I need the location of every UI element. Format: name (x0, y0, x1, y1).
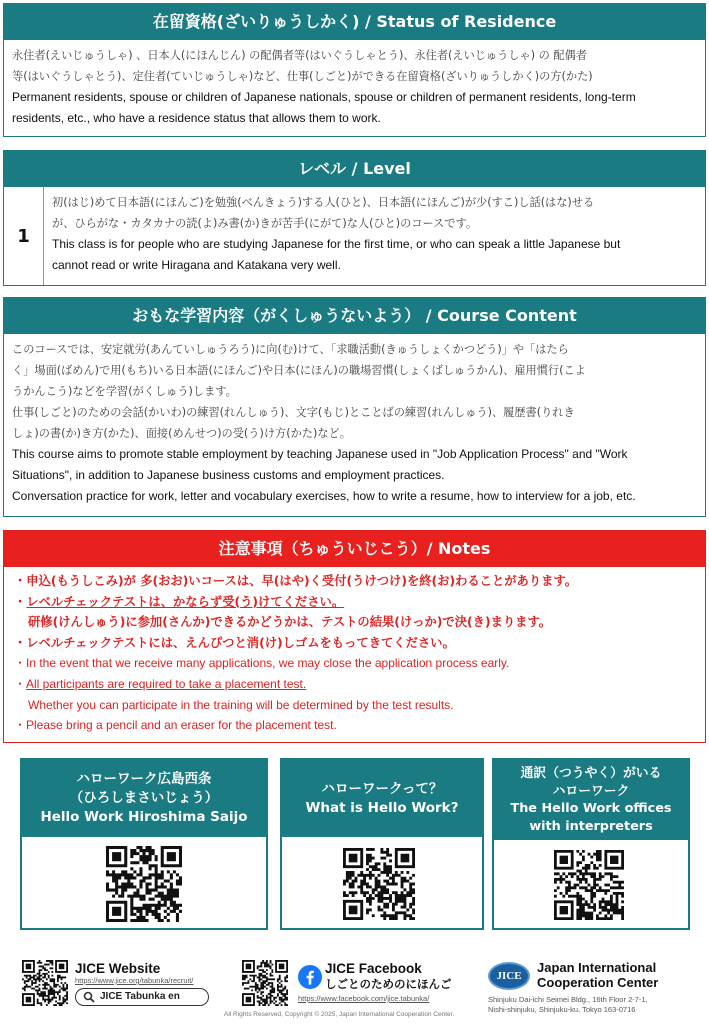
search-icon (83, 991, 95, 1003)
facebook-icon (298, 965, 322, 989)
level-jp-line-1: 初(はじ)めて日本語(にほんご)を勉強(べんきょう)する人(ひと)、日本語(にほんご)が少(すこ)し話(はな)せる (52, 196, 595, 209)
box1-line-3: Hello Work Hiroshima Saijo (40, 809, 248, 825)
residence-jp-line-2: 等(はいぐうしゃとう)、定住者(ていじゅうしゃ)など、仕事(しごと)ができる在留資格(ざいりゅうしかく)の方(かた) (12, 70, 593, 83)
level-title: レベル / Level (4, 151, 705, 187)
notes-section (3, 530, 706, 743)
box2-line-1: ハローワークって？ (321, 780, 443, 797)
note-en-2-text: All participants are required to take a placement test. (26, 676, 307, 691)
level-en-line-2: cannot read or write Hiragana and Katakana very well. (52, 258, 341, 272)
level-number: 1 (4, 187, 44, 285)
residence-section (3, 3, 706, 137)
box3-line-4: with interpreters (529, 818, 653, 834)
search-bar[interactable] (75, 988, 209, 1006)
facebook-subtitle: しごとのためのにほんご (325, 977, 452, 991)
org-name-line-2: Cooperation Center (537, 975, 659, 990)
residence-en-line-2: residents, etc., who have a residence status that allows them to work. (12, 111, 381, 125)
note-jp-4: ・レベルチェックテストには、えんぴつと消(け)しゴムをもってきてください。 (14, 635, 455, 650)
level-section (3, 150, 706, 286)
course-jp-line-5: しょ)の書(か)き方(かた)、面接(めんせつ)の受(う)け方(かた)など。 (12, 427, 351, 440)
box2-line-2: What is Hello Work? (305, 799, 459, 816)
course-jp-line-2: く」場面(ばめん)で用(もち)いる日本語(にほんご)や日本(にほん)の職場習慣(しょくばしゅうかん)、雇用慣行(こよ (12, 364, 586, 377)
copyright: All Rights Reserved, Copyright © 2025, Japan International Cooperation Center. (224, 1011, 455, 1018)
course-section (3, 297, 706, 517)
jice-logo (488, 962, 530, 990)
box3-line-1: 通訳（つうやく）がいる (520, 766, 662, 781)
residence-en-line-1: Permanent residents, spouse or children of Japanese nationals, spouse or children of permanent residents, long-term (12, 90, 636, 104)
note-jp-2 (14, 592, 695, 613)
facebook-url[interactable]: https://www.facebook.com/jice.tabunka/ (298, 994, 430, 1003)
course-en-line-2: Situations", in addition to Japanese business customs and employment practices. (12, 468, 445, 482)
box3-line-3: The Hello Work offices (510, 801, 672, 816)
note-en-2-bullet: ・ (14, 676, 27, 691)
qr-code-icon[interactable] (106, 846, 182, 922)
org-name-line-1: Japan International (537, 960, 657, 975)
qr-code-icon[interactable] (554, 850, 624, 920)
residence-title: 在留資格(ざいりゅうしかく) / Status of Residence (4, 4, 705, 40)
note-jp-1: ・申込(もうしこみ)が 多(おお)いコースは、早(はや)く受付(うけつけ)を終(お)わることがあります。 (14, 574, 578, 588)
facebook-title: JICE Facebook (325, 961, 422, 976)
box1-line-1: ハローワーク広島西条 (76, 771, 212, 787)
jice-logo-text: JICE (496, 970, 522, 982)
course-jp-line-4: 仕事(しごと)のための会話(かいわ)の練習(れんしゅう)、文字(もじ)とことばの練習(れんしゅう)、履歴書(りれき (12, 406, 575, 419)
note-jp-3: 研修(けんしゅう)に参加(さんか)できるかどうかは、テストの結果(けっか)で決(き)まります。 (28, 615, 552, 630)
what-is-hello-work-box (280, 758, 484, 930)
hello-work-saijo-box (20, 758, 268, 930)
note-en-2 (14, 674, 695, 695)
course-jp-line-1: このコースでは、安定就労(あんていしゅうろう)に向(む)けて、「求職活動(きゅうしょくかつどう)」や「はたら (12, 343, 569, 356)
website-title: JICE Website (75, 961, 161, 976)
level-jp-line-2: が、ひらがな・カタカナの読(よ)み書(か)きが苦手(にがて)な人(ひと)のコースです。 (52, 217, 478, 230)
note-jp-2-bullet: ・ (14, 594, 27, 609)
address-line-1: Shinjuku Dai-ichi Seimei Bldg., 16th Floor 2-7-1, (488, 995, 648, 1004)
course-jp-line-3: うかんこう)などを学習(がくしゅう)します。 (12, 385, 237, 398)
notes-title: 注意事項（ちゅういじこう）/ Notes (4, 531, 705, 567)
box1-line-2: （ひろしまさいじょう） (69, 790, 219, 806)
interpreter-offices-box (492, 758, 690, 930)
note-en-4: ・Please bring a pencil and an eraser for the placement test. (14, 718, 337, 733)
box3-line-2: ハローワーク (552, 783, 630, 799)
level-en-line-1: This class is for people who are studying Japanese for the first time, or who can speak a little Japanese but (52, 237, 621, 251)
note-jp-2-text: レベルチェックテストは、かならず受(う)けてください。 (26, 594, 345, 609)
residence-jp-line-1: 永住者(えいじゅうしゃ) 、日本人(にほんじん) の配偶者等(はいぐうしゃとう)、永住者(えいじゅうしゃ) の 配偶者 (12, 49, 587, 62)
course-en-line-1: This course aims to promote stable employment by teaching Japanese used in "Job Application Process" and "Work (12, 447, 628, 461)
search-label: JICE Tabunka en (100, 991, 180, 1002)
website-url[interactable]: https://www.jice.org/tabunka/recruit/ (75, 976, 194, 985)
address-line-2: Nishi-shinjuku, Shinjuku-ku, Tokyo 163-0716 (488, 1005, 636, 1014)
course-title: おもな学習内容（がくしゅうないよう） / Course Content (4, 298, 705, 334)
note-en-3: Whether you can participate in the training will be determined by the test results. (28, 697, 454, 712)
note-en-1: ・In the event that we receive many applications, we may close the application process early. (14, 656, 510, 671)
qr-code-icon[interactable] (343, 848, 415, 920)
facebook-qr-icon[interactable] (242, 960, 288, 1006)
website-qr-icon[interactable] (22, 960, 68, 1006)
course-en-line-3: Conversation practice for work, letter and vocabulary exercises, how to write a resume, how to interview for a job, etc. (12, 489, 636, 503)
